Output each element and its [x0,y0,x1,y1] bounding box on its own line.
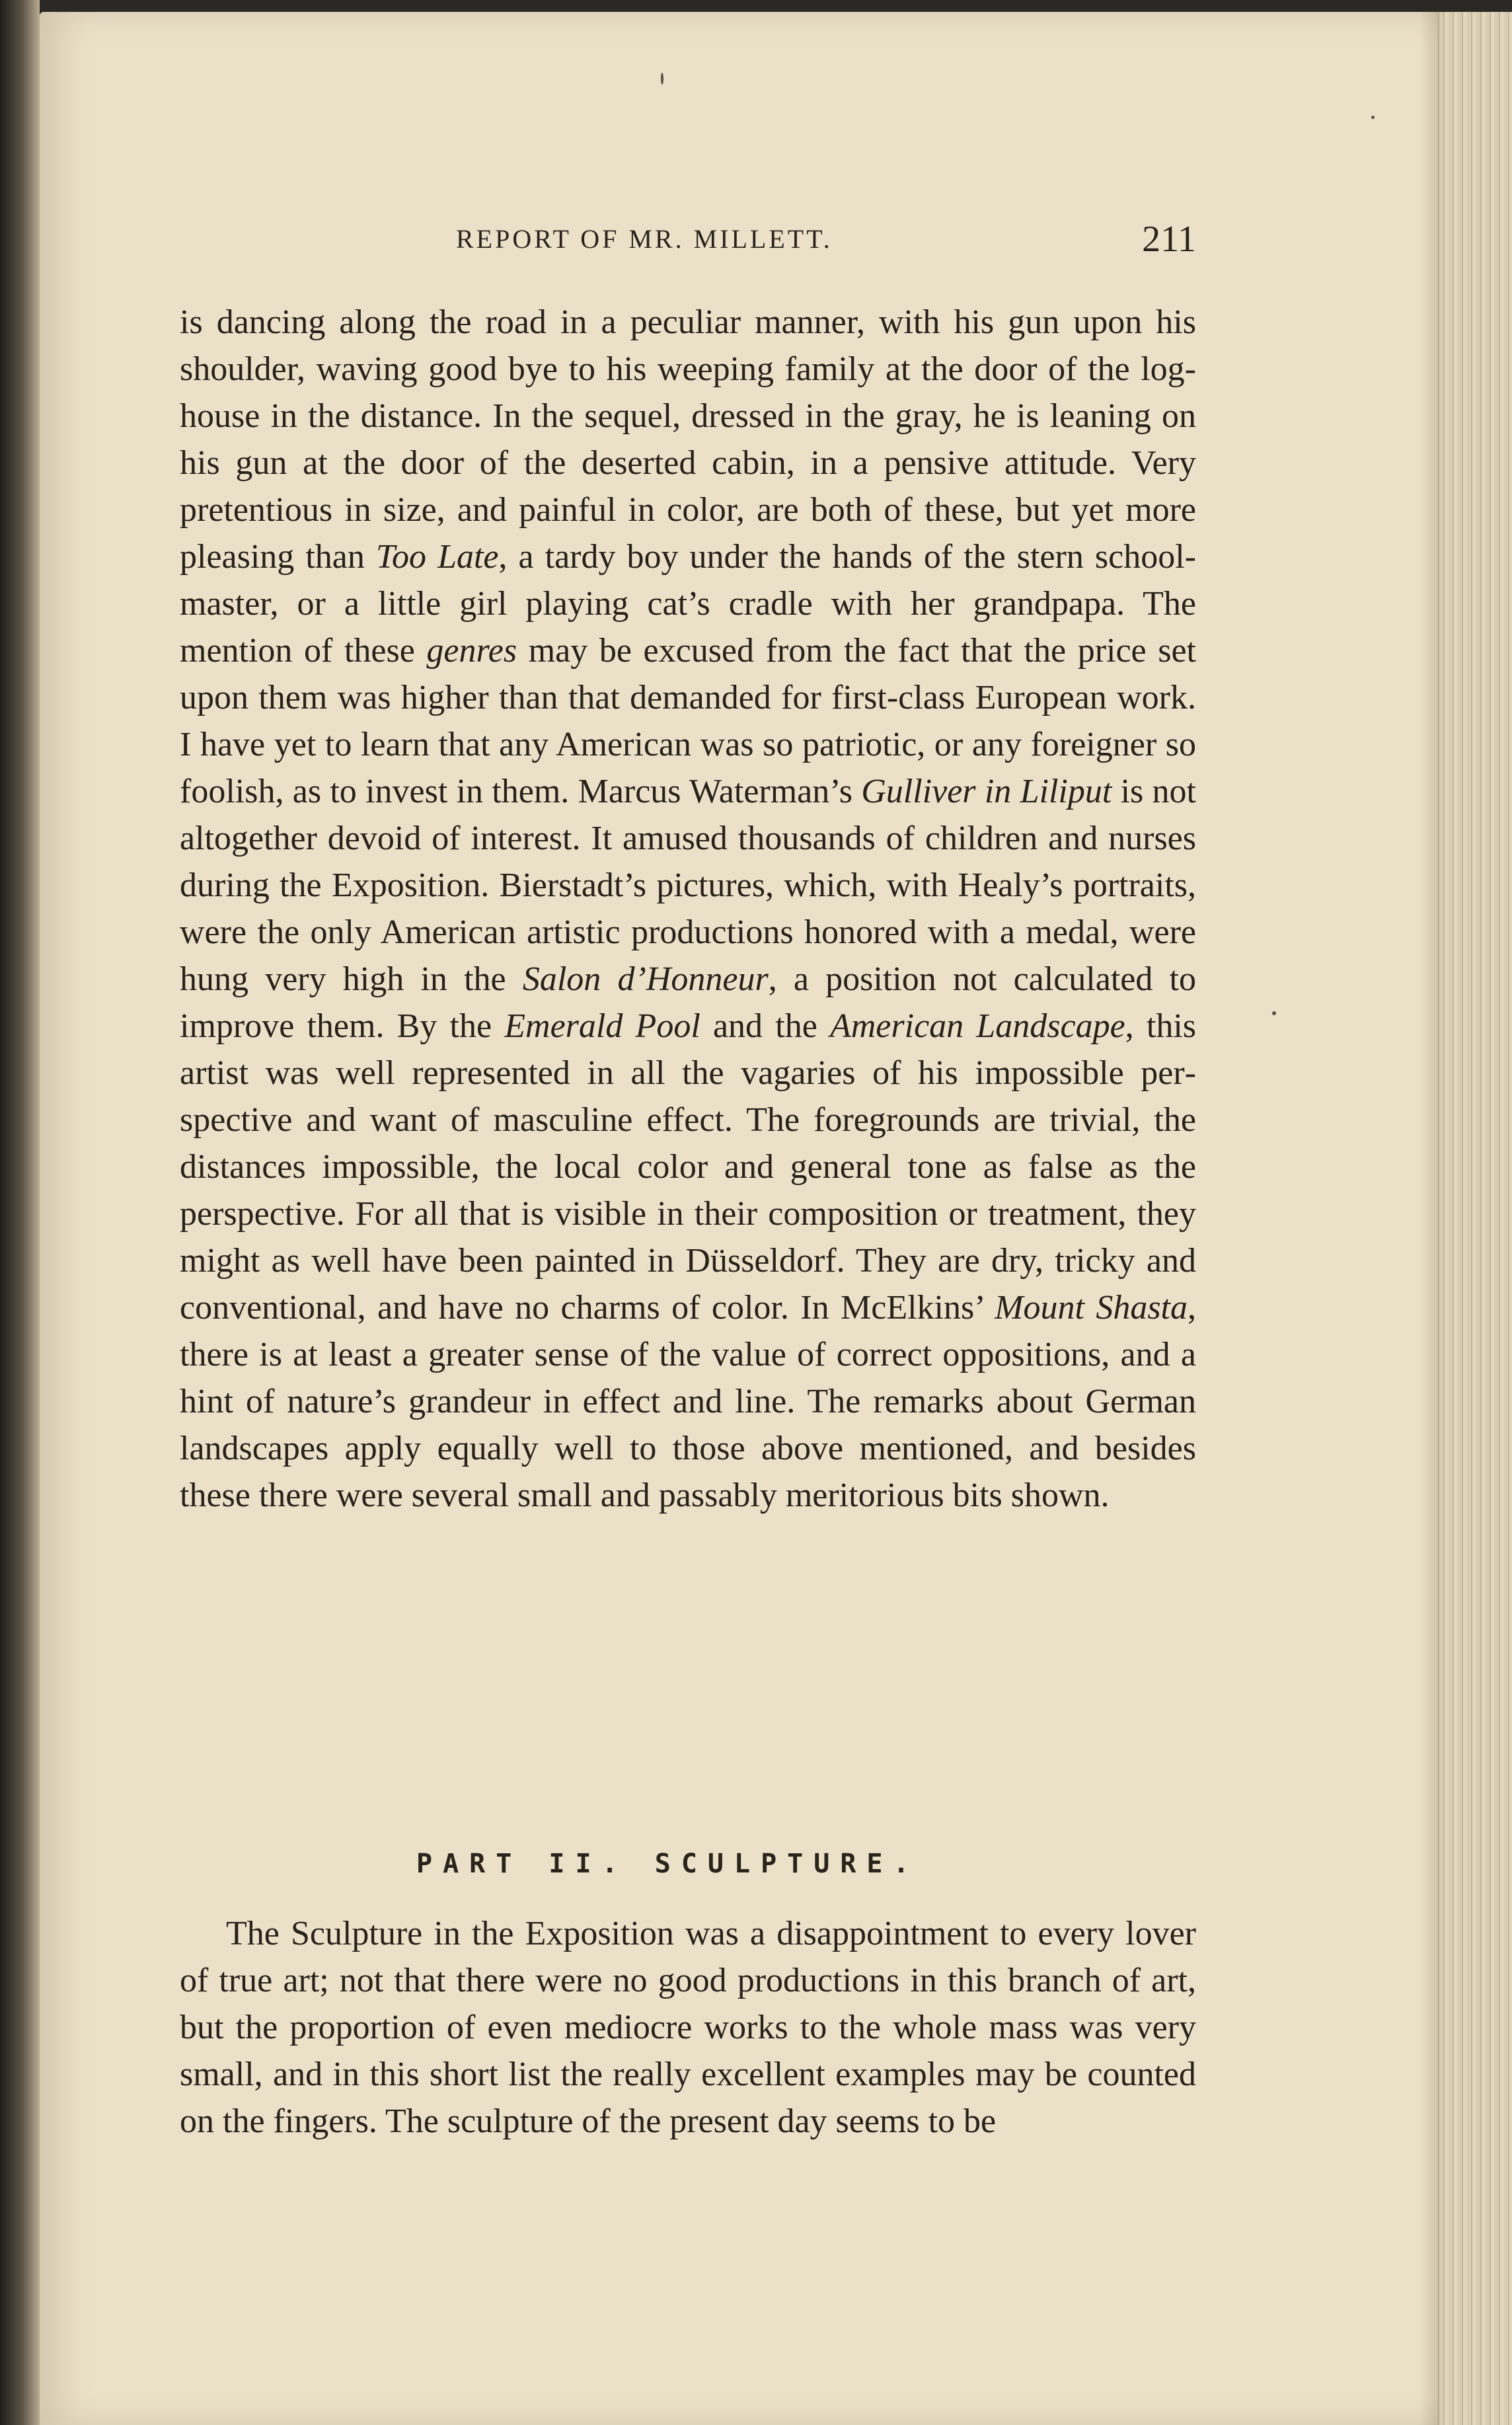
text-run: is dancing along the road in a peculiar manner, with his gun upon his shoulder, waving good bye to his weeping family at the door of the log-house in the distance. In the sequel, dressed in the gray, he is leaning on his gun at the door of the deserted cabin, in a pensive attitude. Very pretentious in size, and painful in color, are both of these, but yet more pleasing than [180,303,1196,576]
text-run: , this artist was well represented in all the vagaries of his impossible perspective and want of masculine effect. The foregrounds are trivial, the distances impossible, the local color and general tone as false as the perspective. For all that is visible in their composition or treatment, they might as well have been painted in Düsseldorf. They are dry, tricky and conventional, and have no charms of color. In McElkins’ [180,1007,1197,1327]
running-head [456,218,1196,264]
text-run: , a tardy boy under the hands of the stern schoolmaster, or a little girl playing cat’s cradle with her grandpapa. The mention of these [180,538,1196,670]
section-heading: PART II. SCULPTURE. [416,1849,920,1879]
book-gutter [0,0,40,2425]
body-paragraph-1 [180,299,1196,1519]
title-american-landscape: American Landscape [829,1007,1125,1045]
ink-speck [1272,1011,1276,1015]
ink-speck [1371,116,1375,119]
body-paragraph-2 [180,1910,1196,2145]
title-too-late: Too Late [375,538,499,576]
term-genres: genres [426,632,517,670]
page-block-edge [1438,12,1512,2425]
ink-speck [661,73,663,85]
page-edge-shadow [1419,12,1439,2425]
page-number: 211 [1142,219,1196,260]
paragraph-2-text: The Sculpture in the Exposition was a disappointment to every lover of true art; not that there were no good productions in this branch of art, but the proportion of even mediocre works to the whole mass was very small, and in this short list the really excellent examples may be counted on the fingers. The sculpture of the present day seems to be [180,1915,1196,2140]
title-emerald-pool: Emerald Pool [504,1007,700,1045]
text-run: and the [700,1007,830,1045]
text-run: is not altogether devoid of interest. It amused thousands of children and nurses during the Exposition. Bierstadt’s pictures, which, with Healy’s portraits, were the only American artistic productions honored with a medal, were hung very high in the [180,773,1196,998]
text-run: may be excused from the fact that the price set upon them was higher than that demanded for first-class European work. I have yet to learn that any American was so patriotic, or any foreigner so foolish, as to invest in them. Marcus Waterman’s [180,632,1196,810]
term-salon: Salon d’Honneur [522,960,769,998]
running-head-title: REPORT OF MR. MILLETT. [456,224,833,254]
text-run: , a position not calculated to improve them. By the [180,960,1196,1045]
text-run: , there is at least a greater sense of the value of correct oppositions, and a hint of nature’s grandeur in effect and line. The remarks about German landscapes apply equally well to those above mentioned, and besides these there were several small and passably meritorious bits shown. [180,1289,1197,1514]
title-mount-shasta: Mount Shasta [995,1289,1188,1327]
title-gulliver: Gulliver in Liliput [861,773,1112,810]
